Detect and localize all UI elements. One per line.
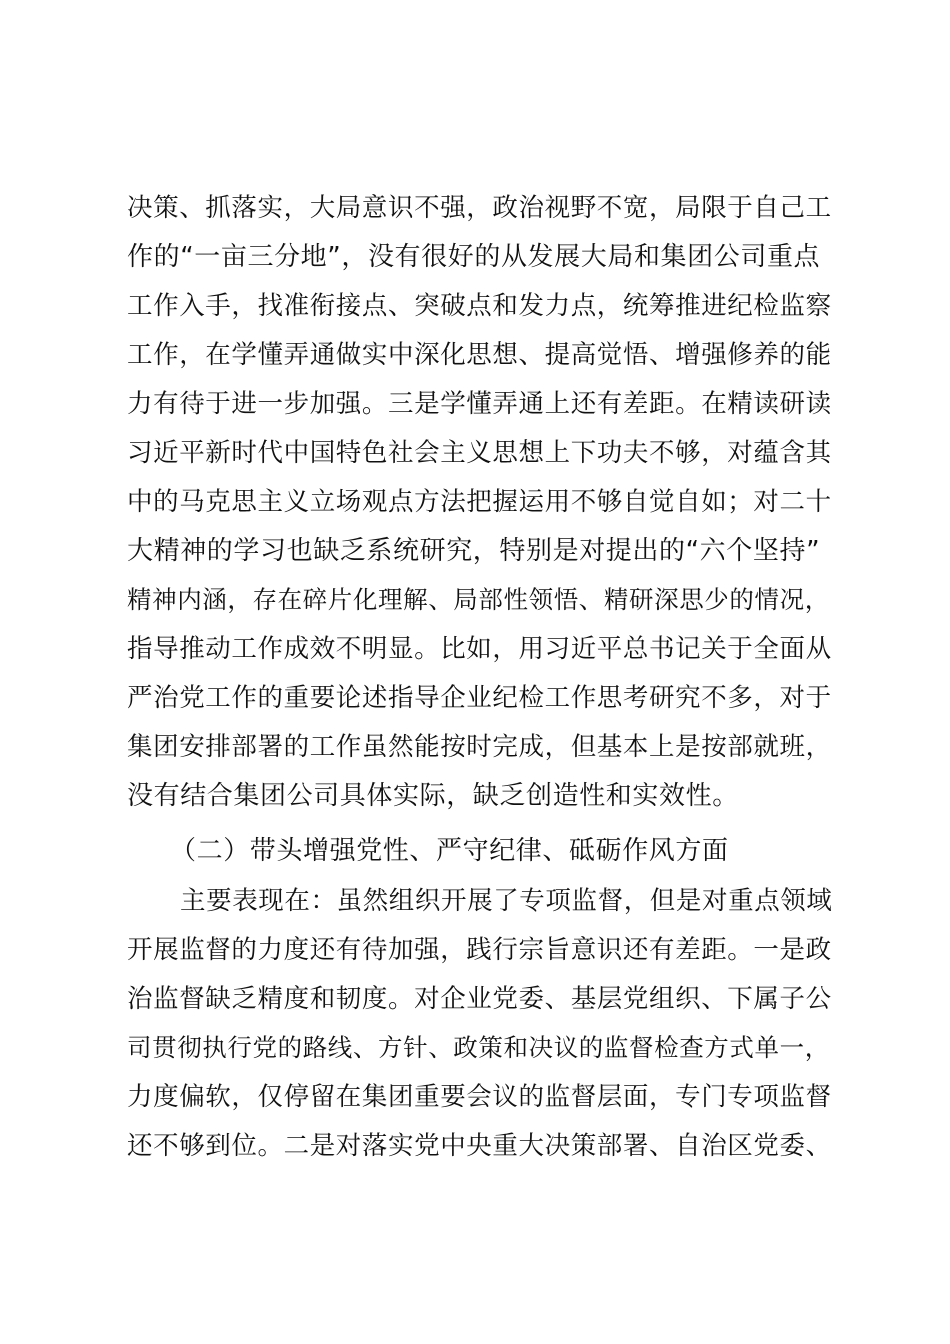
text-line: 还不够到位。二是对落实党中央重大决策部署、自治区党委、 xyxy=(127,1131,832,1161)
section-heading: （二）带头增强党性、严守纪律、砥砺作风方面 xyxy=(170,836,729,866)
text-line: 指导推动工作成效不明显。比如，用习近平总书记关于全面从 xyxy=(127,634,832,664)
text-line: 工作入手，找准衔接点、突破点和发力点，统筹推进纪检监察 xyxy=(127,291,832,321)
text-line: 主要表现在：虽然组织开展了专项监督，但是对重点领域 xyxy=(180,886,833,916)
text-line: 力度偏软，仅停留在集团重要会议的监督层面，专门专项监督 xyxy=(127,1082,832,1112)
text-line: 习近平新时代中国特色社会主义思想上下功夫不够，对蕴含其 xyxy=(127,438,832,468)
text-line: 中的马克思主义立场观点方法把握运用不够自觉自如；对二十 xyxy=(127,487,832,517)
text-line: 开展监督的力度还有待加强，践行宗旨意识还有差距。一是政 xyxy=(127,935,832,965)
text-line: 精神内涵，存在碎片化理解、局部性领悟、精研深思少的情况， xyxy=(127,585,830,614)
text-line: 工作，在学懂弄通做实中深化思想、提高觉悟、增强修养的能 xyxy=(127,340,832,370)
text-line: 严治党工作的重要论述指导企业纪检工作思考研究不多，对于 xyxy=(127,683,832,713)
text-line: 大精神的学习也缺乏系统研究，特别是对提出的“六个坚持” xyxy=(127,536,821,566)
text-line: 决策、抓落实，大局意识不强，政治视野不宽，局限于自己工 xyxy=(127,193,832,223)
text-line: 力有待于进一步加强。三是学懂弄通上还有差距。在精读研读 xyxy=(127,389,832,419)
text-line: 没有结合集团公司具体实际，缺乏创造性和实效性。 xyxy=(127,781,739,811)
text-line: 作的“一亩三分地”，没有很好的从发展大局和集团公司重点 xyxy=(127,242,821,272)
text-line: 集团安排部署的工作虽然能按时完成，但基本上是按部就班， xyxy=(127,732,832,762)
text-line: 司贯彻执行党的路线、方针、政策和决议的监督检查方式单一， xyxy=(127,1033,830,1062)
text-line: 治监督缺乏精度和韧度。对企业党委、基层党组织、下属子公 xyxy=(127,984,832,1014)
